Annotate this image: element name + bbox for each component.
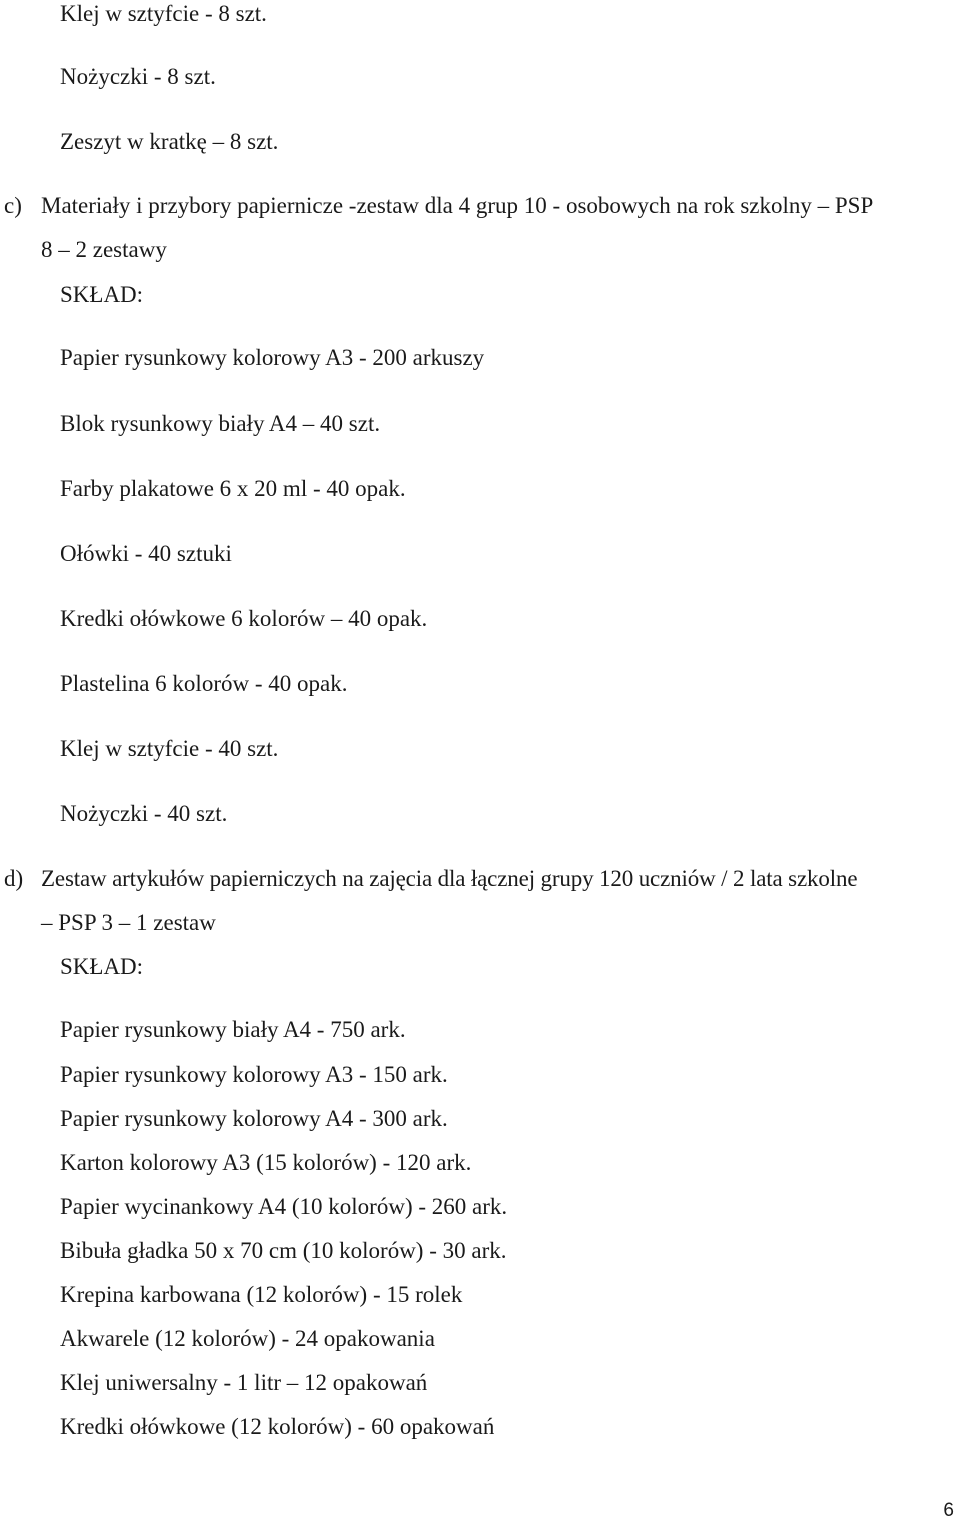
- section-d-heading-line2: – PSP 3 – 1 zestaw: [41, 910, 216, 935]
- section-d-sklad-label: SKŁAD:: [60, 954, 144, 979]
- list-item: Farby plakatowe 6 x 20 ml - 40 opak.: [60, 476, 406, 501]
- section-c-heading-line1: Materiały i przybory papiernicze -zestaw dla 4 grup 10 - osobowych na rok szkolny – PSP: [41, 193, 874, 218]
- list-item: Plastelina 6 kolorów - 40 opak.: [60, 671, 348, 696]
- section-c-marker: c): [4, 193, 22, 218]
- list-item: Papier rysunkowy kolorowy A3 - 200 arkuszy: [60, 345, 485, 370]
- page-number: 6: [943, 1500, 954, 1521]
- list-item: Nożyczki - 40 szt.: [60, 801, 228, 826]
- list-item: Ołówki - 40 sztuki: [60, 541, 232, 566]
- list-item: Klej uniwersalny - 1 litr – 12 opakowań: [60, 1370, 428, 1395]
- section-d-heading-line1: Zestaw artykułów papierniczych na zajęcia dla łącznej grupy 120 uczniów / 2 lata szkolne: [41, 866, 858, 891]
- list-item: Karton kolorowy A3 (15 kolorów) - 120 ark.: [60, 1150, 472, 1175]
- list-item: Krepina karbowana (12 kolorów) - 15 rolek: [60, 1282, 463, 1307]
- section-c-sklad-label: SKŁAD:: [60, 282, 144, 307]
- list-item: Zeszyt w kratkę – 8 szt.: [60, 129, 279, 154]
- list-item: Nożyczki - 8 szt.: [60, 64, 216, 89]
- list-item: Klej w sztyfcie - 40 szt.: [60, 736, 279, 761]
- list-item: Papier rysunkowy kolorowy A4 - 300 ark.: [60, 1106, 448, 1131]
- list-item: Papier wycinankowy A4 (10 kolorów) - 260 ark.: [60, 1194, 508, 1219]
- section-d-marker: d): [4, 866, 24, 891]
- list-item: Akwarele (12 kolorów) - 24 opakowania: [60, 1326, 435, 1351]
- list-item: Blok rysunkowy biały A4 – 40 szt.: [60, 411, 381, 436]
- section-c-heading-line2: 8 – 2 zestawy: [41, 237, 167, 262]
- list-item: Klej w sztyfcie - 8 szt.: [60, 1, 267, 26]
- list-item: Kredki ołówkowe (12 kolorów) - 60 opakowań: [60, 1414, 495, 1439]
- list-item: Bibuła gładka 50 x 70 cm (10 kolorów) - 30 ark.: [60, 1238, 507, 1263]
- list-item: Kredki ołówkowe 6 kolorów – 40 opak.: [60, 606, 428, 631]
- list-item: Papier rysunkowy kolorowy A3 - 150 ark.: [60, 1062, 448, 1087]
- list-item: Papier rysunkowy biały A4 - 750 ark.: [60, 1017, 406, 1042]
